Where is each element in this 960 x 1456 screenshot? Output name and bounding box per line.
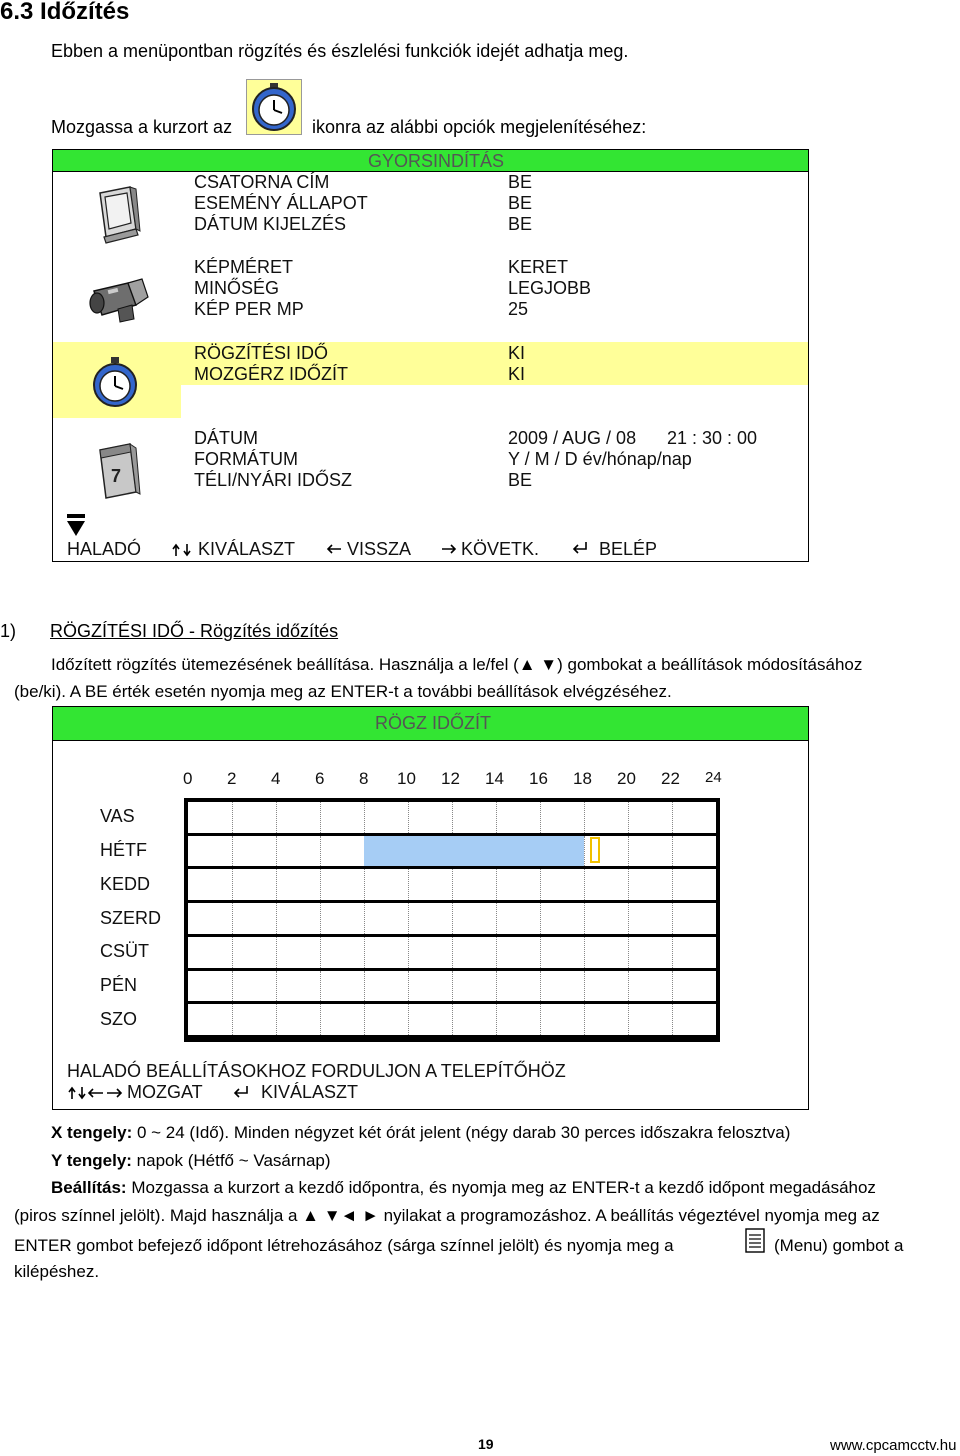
enter-icon (572, 541, 588, 553)
grid-divider (672, 869, 673, 900)
stopwatch-icon (246, 79, 302, 135)
hour-tick-label: 12 (441, 769, 460, 788)
grid-divider (408, 869, 409, 900)
grid-divider (496, 802, 497, 833)
page-number: 19 (478, 1436, 494, 1452)
menu-label[interactable]: KÉPMÉRET (194, 257, 294, 277)
schedule-cursor[interactable] (590, 837, 600, 864)
grid-divider (232, 802, 233, 833)
item-heading: RÖGZÍTÉSI IDŐ - Rögzítés időzítés (50, 621, 339, 641)
settings-note-line4: kilépéshez. (14, 1262, 100, 1281)
item-number: 1) (0, 621, 17, 641)
grid-divider (672, 971, 673, 1002)
schedule-title: RÖGZ IDŐZÍT (375, 713, 491, 733)
grid-divider (672, 903, 673, 934)
menu-label[interactable]: FORMÁTUM (194, 449, 298, 469)
menu-title: GYORSINDÍTÁS (368, 151, 505, 171)
grid-divider (320, 903, 321, 934)
grid-divider (540, 971, 541, 1002)
item-description-line1: Időzített rögzítés ütemezésének beállítása. Használja a le/fel (▲ ▼) gombokat a beállítások módosításához (51, 655, 863, 674)
hour-tick-label: 20 (617, 769, 636, 788)
y-axis-note-label: Y tengely: (51, 1151, 132, 1170)
schedule-footer-move[interactable]: MOZGAT (127, 1082, 203, 1102)
grid-divider (672, 937, 673, 968)
schedule-row[interactable] (188, 869, 716, 900)
grid-divider (584, 869, 585, 900)
up-down-arrows-icon (171, 543, 193, 557)
menu-value[interactable]: Y / M / D év/hónap/nap (508, 449, 692, 469)
grid-divider (540, 903, 541, 934)
menu-label[interactable]: ESEMÉNY ÁLLAPOT (194, 193, 368, 213)
day-label: VAS (100, 806, 135, 827)
footer-select[interactable]: KIVÁLASZT (198, 539, 296, 559)
grid-divider (540, 869, 541, 900)
grid-divider (628, 971, 629, 1002)
grid-divider (364, 1004, 365, 1035)
menu-label[interactable]: MOZGÉRZ IDŐZÍT (194, 364, 348, 384)
grid-divider (364, 903, 365, 934)
grid-divider (320, 802, 321, 833)
grid-divider (584, 903, 585, 934)
hour-tick-label: 0 (183, 769, 193, 788)
grid-divider (584, 971, 585, 1002)
grid-divider (452, 903, 453, 934)
grid-divider (232, 937, 233, 968)
grid-divider (320, 937, 321, 968)
grid-divider (320, 1004, 321, 1035)
grid-divider (276, 971, 277, 1002)
grid-divider (408, 971, 409, 1002)
arrow-keys-icon (67, 1086, 123, 1100)
menu-value[interactable]: BE (508, 470, 533, 490)
camera-icon[interactable] (88, 275, 150, 323)
menu-label[interactable]: DÁTUM (194, 428, 258, 448)
grid-divider (496, 869, 497, 900)
hour-tick-label: 14 (485, 769, 504, 788)
grid-divider (276, 1004, 277, 1035)
grid-divider (408, 802, 409, 833)
grid-divider (496, 937, 497, 968)
grid-divider (452, 802, 453, 833)
grid-divider (628, 869, 629, 900)
menu-value[interactable]: BE (508, 214, 533, 234)
quickstart-menu (52, 149, 809, 562)
grid-divider (628, 903, 629, 934)
menu-value[interactable]: 25 (508, 299, 529, 319)
grid-divider (320, 869, 321, 900)
menu-icon (744, 1228, 766, 1254)
hour-tick-label: 10 (397, 769, 416, 788)
day-label: SZO (100, 1008, 138, 1029)
grid-divider (408, 903, 409, 934)
highlight-row (53, 342, 808, 385)
menu-time-value[interactable]: 21 : 30 : 00 (667, 428, 758, 448)
schedule-row[interactable] (188, 1004, 716, 1035)
hour-tick-label: 16 (529, 769, 548, 788)
settings-note-line3b: (Menu) gombot a (774, 1236, 904, 1255)
schedule-row[interactable] (188, 971, 716, 1002)
menu-value[interactable]: BE (508, 193, 533, 213)
grid-divider (320, 971, 321, 1002)
grid-divider (628, 802, 629, 833)
section-title: 6.3 Időzítés (0, 0, 130, 25)
menu-label[interactable]: KÉP PER MP (194, 299, 304, 319)
grid-divider (364, 937, 365, 968)
grid-divider (496, 903, 497, 934)
hour-tick-label: 4 (271, 769, 281, 788)
grid-divider (584, 802, 585, 833)
grid-divider (452, 937, 453, 968)
grid-divider (276, 836, 277, 867)
grid-divider (452, 869, 453, 900)
schedule-row[interactable] (188, 802, 716, 833)
grid-divider (408, 937, 409, 968)
grid-divider (320, 836, 321, 867)
schedule-title-bar (53, 707, 808, 741)
menu-value[interactable]: LEGJOBB (508, 278, 592, 298)
day-label: PÉN (100, 974, 138, 995)
monitor-icon[interactable] (96, 185, 140, 243)
left-arrow-icon (326, 544, 342, 554)
settings-note-text: Mozgassa a kurzort a kezdő időpontra, és nyomja meg az ENTER-t a kezdő időpont megadásához (126, 1178, 876, 1197)
x-axis-note-text: 0 ~ 24 (Idő). Minden négyzet két órát jelent (négy darab 30 perces időszakra felosztva) (132, 1123, 791, 1142)
cursor-instruction-before: Mozgassa a kurzort az (51, 117, 233, 137)
menu-value[interactable]: KERET (508, 257, 569, 277)
x-axis-note (51, 1123, 790, 1143)
item-description-line2: (be/ki). A BE érték esetén nyomja meg az ENTER-t a további beállítások elvégzéséhez. (14, 682, 672, 701)
enter-icon (233, 1085, 249, 1097)
scroll-down-icon[interactable] (66, 514, 86, 538)
menu-label[interactable]: CSATORNA CÍM (194, 172, 330, 192)
day-label: SZERD (100, 907, 162, 928)
grid-divider (496, 1004, 497, 1035)
menu-label[interactable]: TÉLI/NYÁRI IDŐSZ (194, 470, 353, 490)
hour-tick-label: 2 (227, 769, 237, 788)
settings-note-label: Beállítás: (51, 1178, 127, 1197)
menu-label[interactable]: DÁTUM KIJELZÉS (194, 214, 347, 234)
calendar-day-number: 7 (111, 466, 122, 486)
grid-divider (364, 869, 365, 900)
stopwatch-icon[interactable] (87, 355, 141, 409)
footer-enter[interactable]: BELÉP (599, 539, 658, 559)
menu-title-bar (53, 150, 808, 172)
cursor-instruction-after: ikonra az alábbi opciók megjelenítéséhez: (312, 117, 647, 137)
grid-divider (232, 1004, 233, 1035)
hour-tick-label: 22 (661, 769, 680, 788)
schedule-row[interactable] (188, 903, 716, 934)
hour-tick-label: 6 (315, 769, 325, 788)
grid-divider (628, 1004, 629, 1035)
grid-divider (452, 1004, 453, 1035)
grid-divider (540, 937, 541, 968)
grid-divider (672, 836, 673, 867)
grid-divider (364, 802, 365, 833)
menu-label[interactable]: MINŐSÉG (194, 278, 280, 298)
grid-divider (408, 1004, 409, 1035)
menu-value[interactable]: 2009 / AUG / 08 (508, 428, 637, 448)
scheduled-recording-block[interactable] (364, 836, 584, 867)
grid-divider (232, 869, 233, 900)
settings-note-line1 (51, 1178, 876, 1198)
schedule-footer-select[interactable]: KIVÁLASZT (261, 1082, 359, 1102)
day-label: HÉTF (100, 840, 147, 861)
grid-divider (584, 937, 585, 968)
grid-divider (628, 937, 629, 968)
grid-divider (364, 971, 365, 1002)
schedule-grid[interactable] (184, 798, 720, 1042)
grid-divider (628, 836, 629, 867)
footer-next[interactable]: KÖVETK. (461, 539, 540, 559)
footer-advanced[interactable]: HALADÓ (67, 539, 142, 559)
hour-tick-label: 24 (705, 769, 722, 786)
grid-divider (584, 836, 585, 867)
schedule-row[interactable] (188, 836, 716, 867)
grid-divider (672, 1004, 673, 1035)
settings-note-line2: (piros színnel jelölt). Majd használja a ▲ ▼◄ ► nyilakat a programozáshoz. A beállítás végeztével nyomja meg az (14, 1206, 880, 1225)
grid-divider (496, 971, 497, 1002)
hour-tick-label: 18 (573, 769, 592, 788)
intro-text: Ebben a menüpontban rögzítés és észlelési funkciók idejét adhatja meg. (51, 41, 629, 61)
grid-divider (276, 903, 277, 934)
right-arrow-icon (441, 544, 457, 554)
x-axis-note-label: X tengely: (51, 1123, 133, 1142)
grid-divider (232, 971, 233, 1002)
grid-divider (672, 802, 673, 833)
website-link[interactable]: www.cpcamcctv.hu (830, 1437, 957, 1454)
menu-value[interactable]: KI (508, 364, 526, 384)
schedule-footer-note: HALADÓ BEÁLLÍTÁSOKHOZ FORDULJON A TELEPÍTŐHÖZ (67, 1061, 566, 1081)
menu-label[interactable]: RÖGZÍTÉSI IDŐ (194, 343, 329, 363)
grid-divider (276, 869, 277, 900)
menu-value[interactable]: BE (508, 172, 533, 192)
calendar-icon[interactable] (96, 440, 140, 500)
grid-divider (540, 1004, 541, 1035)
hour-tick-label: 8 (359, 769, 369, 788)
grid-divider (276, 802, 277, 833)
grid-divider (540, 802, 541, 833)
grid-divider (232, 903, 233, 934)
schedule-row[interactable] (188, 937, 716, 968)
day-label: CSÜT (100, 941, 149, 962)
grid-divider (232, 836, 233, 867)
footer-back[interactable]: VISSZA (347, 539, 412, 559)
day-label: KEDD (100, 873, 151, 894)
menu-value[interactable]: KI (508, 343, 526, 363)
grid-divider (452, 971, 453, 1002)
y-axis-note-text: napok (Hétfő ~ Vasárnap) (131, 1151, 331, 1170)
settings-note-line3a: ENTER gombot befejező időpont létrehozásához (sárga színnel jelölt) és nyomja meg a (14, 1236, 674, 1255)
grid-divider (276, 937, 277, 968)
y-axis-note (51, 1151, 331, 1171)
grid-divider (584, 1004, 585, 1035)
